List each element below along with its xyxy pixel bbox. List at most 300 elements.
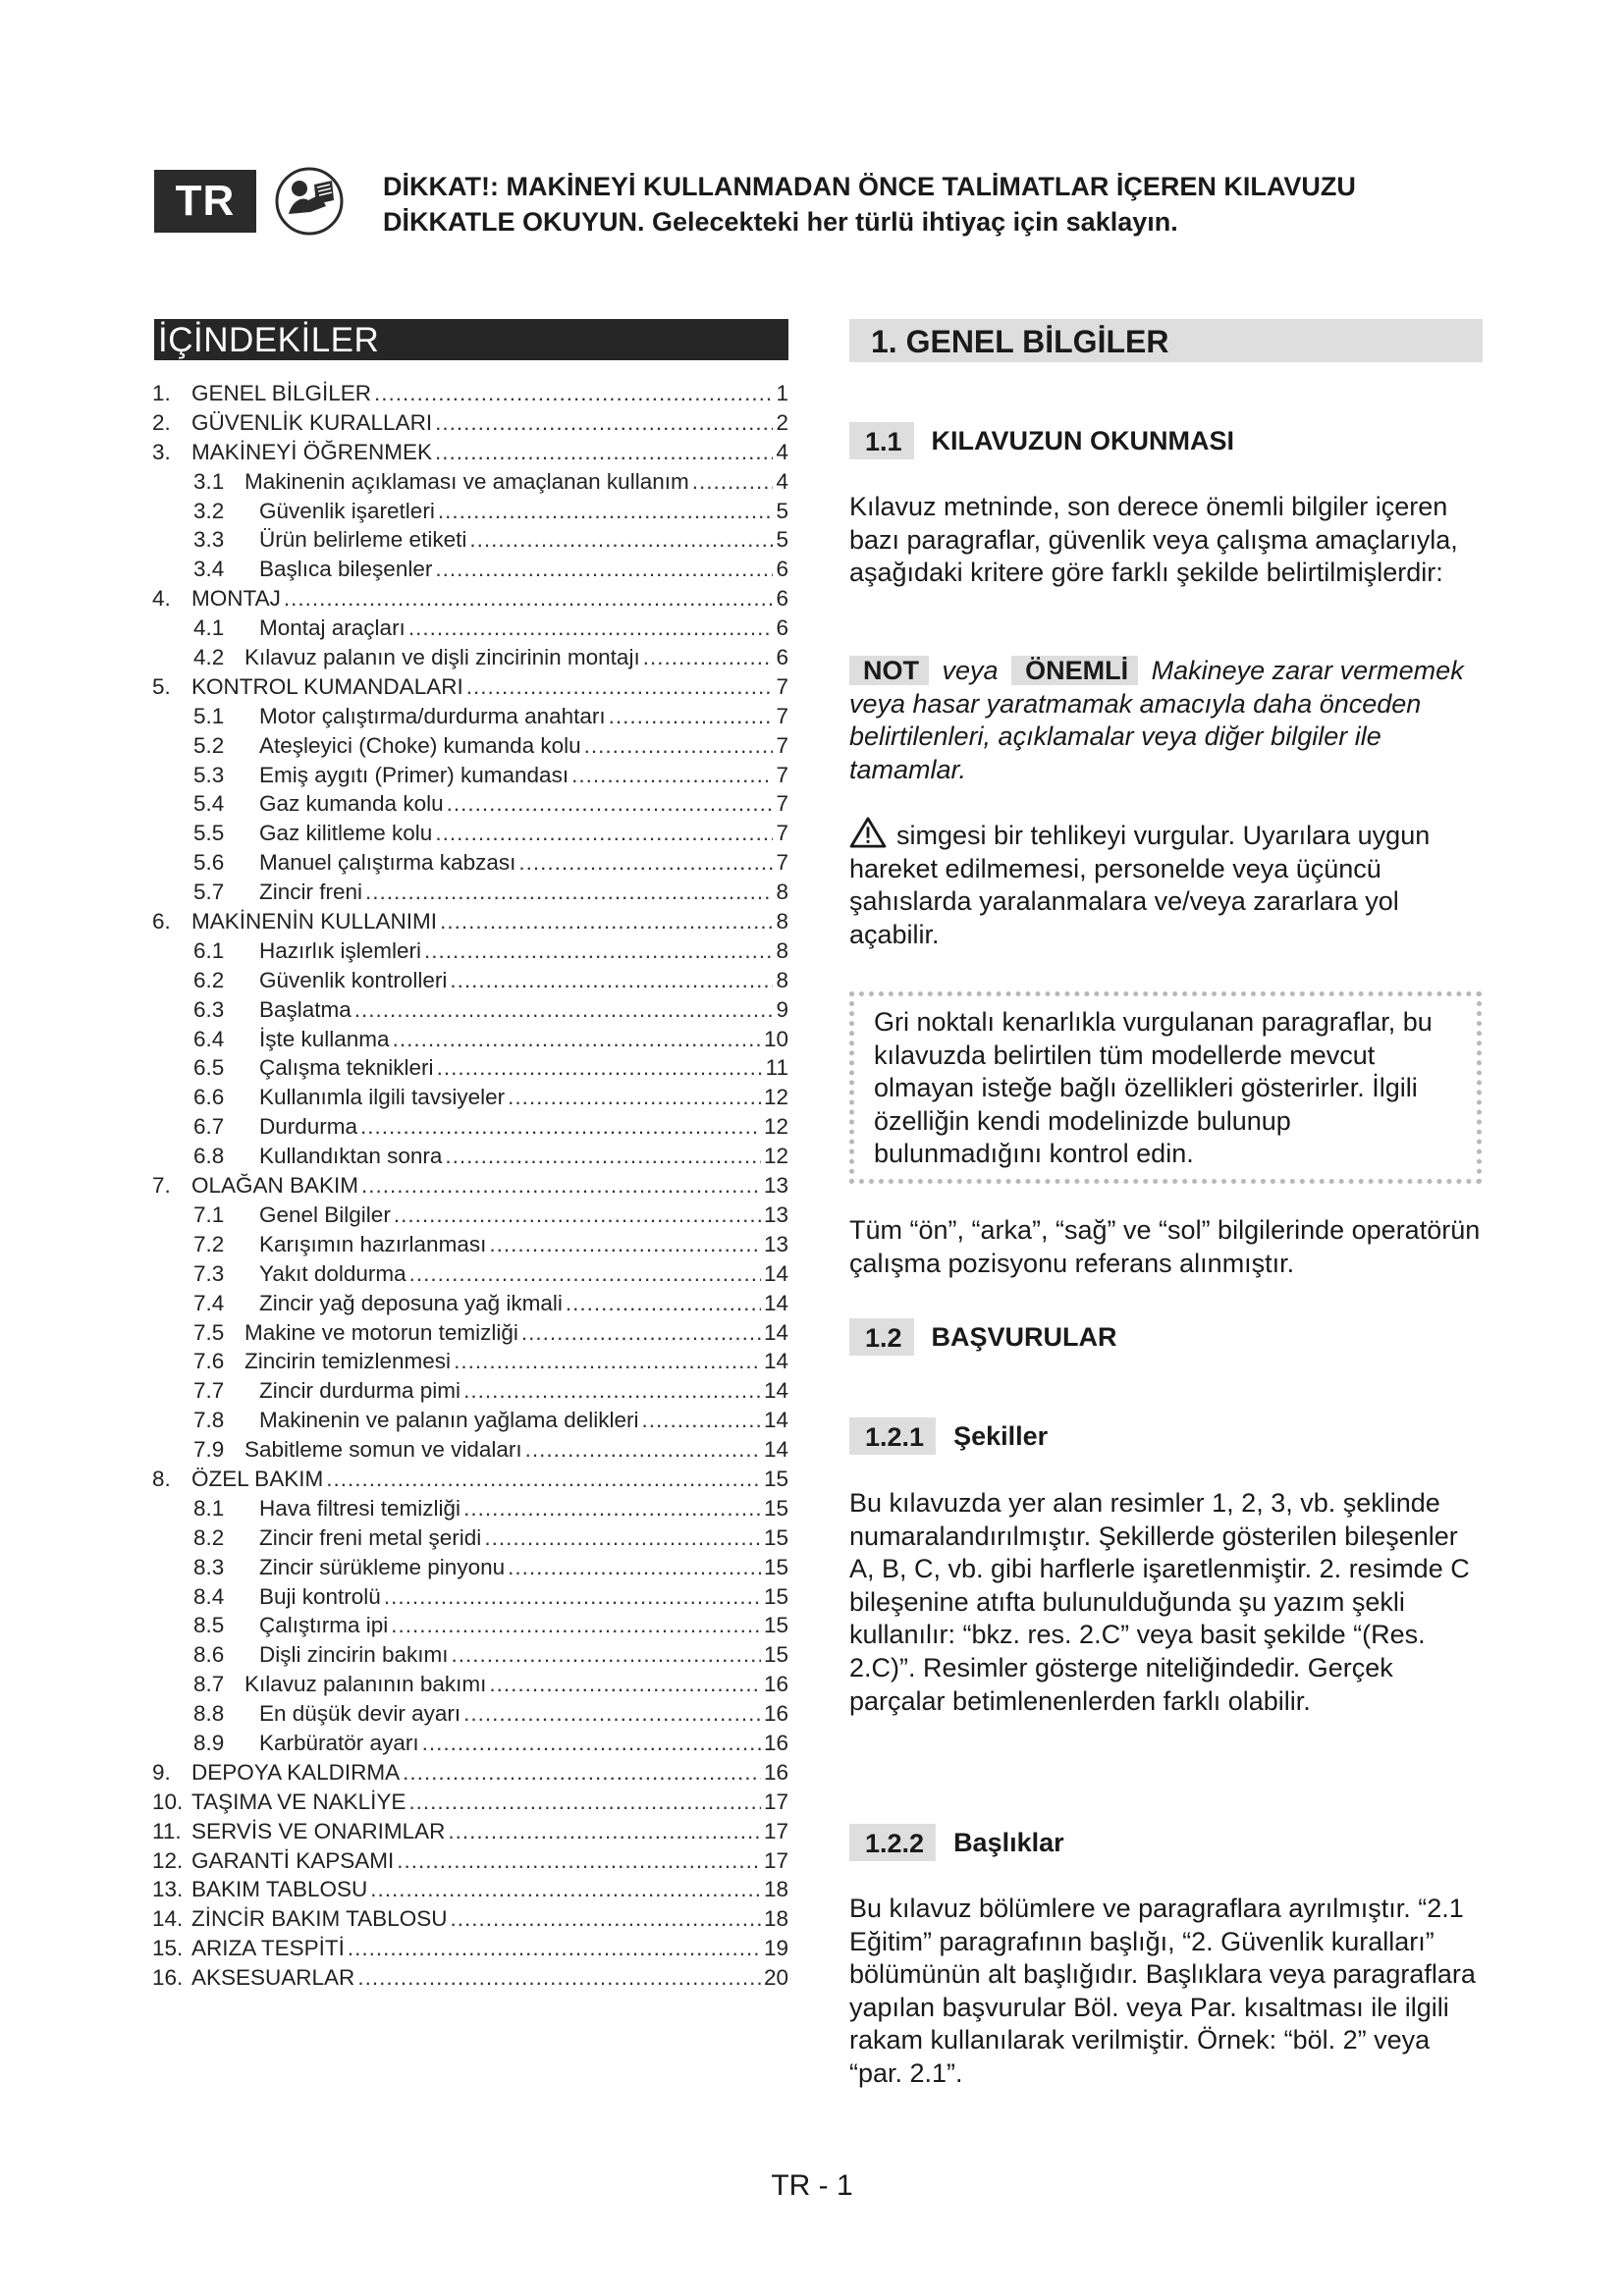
toc-entry-number: 10.: [152, 1789, 184, 1814]
toc-entry-page: 14: [763, 1319, 788, 1345]
toc-entry: [152, 789, 788, 819]
toc-entry-page: 7: [776, 673, 788, 699]
toc-entry-page: 15: [763, 1466, 788, 1491]
subsection-title: Şekiller: [953, 1420, 1049, 1451]
toc-leader-dots: [370, 1875, 761, 1904]
toc-entry-title: Güvenlik işaretleri: [259, 498, 435, 523]
toc-leader-dots: [484, 1523, 761, 1553]
toc-entry-number: 6.6: [193, 1085, 225, 1110]
toc-entry-title: Çalışma teknikleri: [259, 1055, 434, 1081]
toc-entry-title: Durdurma: [259, 1114, 358, 1140]
toc-entry-page: 15: [763, 1583, 788, 1609]
toc-entry-number: 4.: [152, 586, 171, 612]
toc-entry: [152, 936, 788, 966]
toc-entry-number: 5.4: [193, 791, 225, 817]
toc-entry-number: 8.9: [193, 1730, 225, 1755]
toc-entry-page: 20: [763, 1965, 788, 1991]
toc-entry-page: 11: [765, 1055, 788, 1081]
toc-entry-number: 7.6: [193, 1349, 225, 1374]
toc-entry-number: 7.1: [193, 1201, 225, 1227]
warning-paragraph: [849, 817, 1483, 951]
toc-leader-dots: [584, 731, 774, 761]
safety-warning-heading: [383, 169, 1512, 240]
toc-entry-number: 3.2: [193, 498, 225, 523]
toc-entry: [152, 408, 788, 438]
toc-entry-page: 7: [776, 850, 788, 876]
toc-entry-number: 8.7: [193, 1672, 225, 1697]
subsection-number: 1.2.1: [849, 1417, 936, 1455]
toc-entry-number: 6.: [152, 909, 171, 934]
toc-entry-page: 6: [776, 615, 788, 641]
toc-entry: [152, 1112, 788, 1142]
toc-entry: [152, 1817, 788, 1846]
toc-leader-dots: [360, 1112, 761, 1142]
toc-leader-dots: [525, 1435, 761, 1465]
toc-entry-page: 14: [763, 1290, 788, 1315]
toc-entry-number: 8.2: [193, 1524, 225, 1550]
toc-leader-dots: [435, 819, 773, 848]
toc-entry-page: 7: [776, 791, 788, 817]
toc-leader-dots: [447, 789, 774, 819]
toc-entry-page: 8: [776, 909, 788, 934]
toc-entry-title: Çalıştırma ipi: [259, 1613, 389, 1638]
position-paragraph: Tüm “ön”, “arka”, “sağ” ve “sol” bilgilerinde operatörün çalışma pozisyonu referans alınmıştır.: [849, 1215, 1481, 1278]
toc-entry-title: Gaz kilitleme kolu: [259, 821, 433, 846]
subsection-heading-1-2-2: [849, 1824, 1064, 1861]
toc-entry: [152, 1788, 788, 1817]
toc-entry-page: 15: [763, 1642, 788, 1668]
toc-leader-dots: [450, 1904, 761, 1934]
toc-entry-title: Makinenin açıklaması ve amaçlanan kullanım: [244, 468, 689, 494]
note-paragraph: [849, 655, 1483, 786]
toc-entry-title: SERVİS VE ONARIMLAR: [191, 1818, 446, 1843]
subsection-heading-1-2: [849, 1318, 1117, 1356]
toc-leader-dots: [435, 555, 773, 584]
toc-leader-dots: [463, 1376, 761, 1406]
toc-leader-dots: [393, 1025, 761, 1054]
toc-leader-dots: [440, 907, 773, 936]
toc-entry: [152, 1171, 788, 1201]
toc-leader-dots: [394, 1201, 761, 1230]
toc-entry-title: GARANTİ KAPSAMI: [191, 1847, 395, 1873]
subsection-heading-1-1: [849, 422, 1234, 459]
toc-entry-title: Zincir durdurma pimi: [259, 1378, 461, 1404]
toc-entry: [152, 761, 788, 790]
toc-entry-number: 6.4: [193, 1026, 225, 1051]
toc-entry-title: Montaj araçları: [259, 615, 406, 641]
toc-entry-page: 6: [776, 586, 788, 612]
toc-leader-dots: [445, 1142, 761, 1171]
toc-entry: [152, 995, 788, 1025]
toc-leader-dots: [489, 1230, 761, 1259]
toc-entry-title: ZİNCİR BAKIM TABLOSU: [191, 1906, 448, 1932]
toc-leader-dots: [435, 438, 773, 467]
subsection-title: Başlıklar: [953, 1827, 1064, 1857]
toc-entry-title: MAKİNENİN KULLANIMI: [191, 909, 438, 934]
toc-entry-page: 18: [763, 1906, 788, 1932]
toc-entry-number: 8.8: [193, 1701, 225, 1727]
toc-entry: [152, 966, 788, 995]
toc-entry-title: MAKİNEYİ ÖĞRENMEK: [191, 439, 433, 464]
subsection-number: 1.2: [849, 1318, 914, 1356]
toc-entry-page: 5: [776, 498, 788, 523]
toc-entry-page: 12: [763, 1085, 788, 1110]
note-veya: veya: [942, 656, 999, 685]
toc-entry: [152, 555, 788, 584]
toc-entry: [152, 1875, 788, 1904]
toc-entry-number: 5.1: [193, 703, 225, 728]
toc-entry-page: 10: [763, 1026, 788, 1051]
toc-entry-page: 13: [763, 1173, 788, 1199]
toc-entry-title: Karışımın hazırlanması: [259, 1231, 487, 1256]
toc-entry: [152, 1259, 788, 1289]
toc-entry-number: 7.2: [193, 1231, 225, 1256]
reading-intro-paragraph: Kılavuz metninde, son derece önemli bilgiler içeren bazı paragraflar, güvenlik veya çalışma amaçlarıyla, aşağıdaki kritere göre farklı şekilde belirtilmişlerdir:: [849, 492, 1458, 588]
toc-leader-dots: [448, 1817, 761, 1846]
toc-entry-number: 9.: [152, 1759, 171, 1785]
toc-entry: [152, 1699, 788, 1729]
warning-line-1: DİKKAT!: MAKİNEYİ KULLANMADAN ÖNCE TALİMATLAR İÇEREN KILAVUZU: [383, 172, 1356, 201]
toc-entry-title: ÖZEL BAKIM: [191, 1466, 324, 1491]
toc-entry-page: 6: [776, 557, 788, 582]
toc-entry: [152, 1053, 788, 1083]
toc-entry-title: Ateşleyici (Choke) kumanda kolu: [259, 732, 581, 758]
toc-leader-dots: [452, 1640, 761, 1670]
toc-entry-page: 15: [763, 1613, 788, 1638]
toc-entry-title: Motor çalıştırma/durdurma anahtarı: [259, 703, 606, 728]
toc-entry-title: Hazırlık işlemleri: [259, 937, 422, 963]
toc-leader-dots: [518, 848, 773, 878]
subsection-number: 1.2.2: [849, 1824, 936, 1861]
toc-entry-title: Gaz kumanda kolu: [259, 791, 444, 817]
toc-entry-number: 3.4: [193, 557, 225, 582]
toc-entry-number: 1.: [152, 381, 171, 405]
toc-leader-dots: [643, 643, 774, 672]
note-text: Makineye zarar vermemek veya hasar yaratmamak amacıyla daha önceden belirtilenleri, açıklamalar veya diğer bilgiler ile tamamlar.: [849, 656, 1464, 784]
toc-leader-dots: [437, 1053, 763, 1083]
toc-entry: [152, 1758, 788, 1788]
toc-entry-title: OLAĞAN BAKIM: [191, 1173, 359, 1199]
toc-entry-page: 4: [776, 468, 788, 494]
toc-entry-number: 5.6: [193, 850, 225, 876]
toc-entry-number: 8.4: [193, 1583, 225, 1609]
toc-entry-number: 12.: [152, 1847, 184, 1873]
toc-entry-number: 5.2: [193, 732, 225, 758]
toc-entry-title: Kullanımla ilgili tavsiyeler: [259, 1085, 506, 1110]
toc-entry-title: En düşük devir ayarı: [259, 1701, 461, 1727]
toc-leader-dots: [354, 995, 774, 1025]
toc-leader-dots: [397, 1846, 761, 1876]
optional-feature-text: Gri noktalı kenarlıkla vurgulanan paragraflar, bu kılavuzda belirtilen tüm modellerde mevcut olmayan isteğe bağlı özellikleri gösterirler. İlgili özelliğin kendi modelinizde bulunup bulunmadığını kontrol edin.: [874, 1007, 1433, 1169]
table-of-contents: [152, 379, 788, 1993]
toc-entry-title: Zincir freni metal şeridi: [259, 1524, 482, 1550]
toc-entry-title: Başlıca bileşenler: [259, 557, 433, 582]
toc-entry: [152, 1465, 788, 1494]
toc-entry-number: 7.7: [193, 1378, 225, 1404]
optional-feature-box: [849, 991, 1482, 1184]
toc-entry: [152, 1376, 788, 1406]
toc-leader-dots: [692, 467, 774, 497]
toc-leader-dots: [508, 1553, 761, 1582]
toc-leader-dots: [609, 702, 774, 731]
toc-entry-number: 7.4: [193, 1290, 225, 1315]
toc-entry-page: 15: [763, 1554, 788, 1579]
toc-leader-dots: [357, 1963, 761, 1993]
toc-entry-page: 16: [763, 1759, 788, 1785]
warning-triangle-icon: [849, 817, 887, 848]
subsection-title: BAŞVURULAR: [931, 1321, 1117, 1352]
toc-entry: [152, 1611, 788, 1640]
toc-leader-dots: [361, 1171, 761, 1201]
toc-entry: [152, 1230, 788, 1259]
toc-entry: [152, 1347, 788, 1376]
important-label: ÖNEMLİ: [1011, 656, 1138, 685]
toc-entry-page: 12: [763, 1114, 788, 1140]
toc-entry-page: 14: [763, 1349, 788, 1374]
subsection-number: 1.1: [849, 422, 914, 459]
headings-paragraph: Bu kılavuz bölümlere ve paragraflara ayrılmıştır. “2.1 Eğitim” paragrafının başlığı, “2. Güvenlik kuralları” bölümünün alt başlığıdır. Başlıklara veya paragraflara yapılan başvurular Böl. veya Par. kısaltması ile ilgili rakam kullanılarak verilmiştir. Örnek: “böl. 2” veya “par. 2.1”.: [849, 1894, 1476, 2088]
toc-entry-number: 14.: [152, 1906, 184, 1932]
toc-entry-title: AKSESUARLAR: [191, 1965, 355, 1991]
toc-leader-dots: [466, 672, 774, 702]
toc-entry-number: 7.5: [193, 1319, 225, 1345]
warning-text: simgesi bir tehlikeyi vurgular. Uyarılara uygun hareket edilmemesi, personelde veya üçüncü şahıslarda yaralanmalara ve/veya zararlara yol açabilir.: [849, 821, 1431, 949]
toc-leader-dots: [408, 1788, 761, 1817]
toc-leader-dots: [365, 878, 773, 907]
toc-entry-page: 13: [763, 1231, 788, 1256]
toc-entry: [152, 731, 788, 761]
toc-entry: [152, 1582, 788, 1612]
toc-leader-dots: [489, 1670, 761, 1699]
toc-entry-page: 14: [763, 1260, 788, 1286]
warning-line-2: DİKKATLE OKUYUN. Gelecekteki her türlü ihtiyaç için saklayın.: [383, 207, 1178, 237]
toc-entry: [152, 1201, 788, 1230]
toc-leader-dots: [409, 1259, 761, 1289]
toc-leader-dots: [641, 1406, 761, 1435]
toc-leader-dots: [469, 525, 773, 555]
toc-entry-number: 5.3: [193, 762, 225, 787]
toc-entry-number: 4.2: [193, 645, 225, 670]
toc-entry-page: 18: [763, 1877, 788, 1902]
toc-title: İÇİNDEKİLER: [154, 319, 788, 360]
toc-entry-title: Karbüratör ayarı: [259, 1730, 419, 1755]
toc-entry-number: 5.7: [193, 880, 225, 905]
toc-leader-dots: [422, 1729, 761, 1758]
toc-entry-number: 6.2: [193, 967, 225, 992]
toc-entry: [152, 584, 788, 614]
toc-entry: [152, 438, 788, 467]
toc-leader-dots: [454, 1347, 761, 1376]
toc-leader-dots: [403, 1758, 761, 1788]
toc-entry-title: Hava filtresi temizliği: [259, 1495, 461, 1521]
toc-leader-dots: [384, 1582, 761, 1612]
toc-entry-number: 6.7: [193, 1114, 225, 1140]
toc-entry-number: 5.: [152, 673, 171, 699]
read-manual-icon: [275, 167, 344, 236]
toc-leader-dots: [521, 1318, 761, 1348]
toc-entry-title: Manuel çalıştırma kabzası: [259, 850, 516, 876]
toc-entry-page: 8: [776, 880, 788, 905]
toc-entry-number: 3.1: [193, 468, 225, 494]
toc-leader-dots: [374, 379, 773, 408]
toc-entry-title: Zincir yağ deposuna yağ ikmali: [259, 1290, 563, 1315]
toc-entry: [152, 1142, 788, 1171]
toc-entry-title: MONTAJ: [191, 586, 281, 612]
toc-leader-dots: [326, 1465, 761, 1494]
toc-entry-title: Ürün belirleme etiketi: [259, 527, 467, 553]
toc-entry-title: Zincir freni: [259, 880, 363, 905]
subsection-heading-1-2-1: [849, 1417, 1048, 1455]
toc-entry-title: GÜVENLİK KURALLARI: [191, 409, 433, 435]
toc-entry-page: 7: [776, 821, 788, 846]
toc-entry-page: 14: [763, 1437, 788, 1463]
toc-entry-number: 7.9: [193, 1437, 225, 1463]
toc-entry-number: 7.8: [193, 1408, 225, 1433]
toc-entry-page: 8: [776, 937, 788, 963]
toc-entry-page: 1: [776, 381, 788, 405]
toc-entry: [152, 467, 788, 497]
toc-entry: [152, 1289, 788, 1318]
toc-entry: [152, 1670, 788, 1699]
toc-entry-number: 8.1: [193, 1495, 225, 1521]
toc-entry: [152, 1904, 788, 1934]
toc-leader-dots: [284, 584, 774, 614]
toc-leader-dots: [424, 936, 773, 966]
toc-entry-page: 6: [776, 645, 788, 670]
toc-entry-page: 14: [763, 1378, 788, 1404]
toc-entry-number: 8.5: [193, 1613, 225, 1638]
toc-entry-title: Sabitleme somun ve vidaları: [244, 1437, 522, 1463]
toc-entry-title: GENEL BİLGİLER: [191, 381, 371, 405]
toc-entry: [152, 1083, 788, 1112]
toc-entry-title: Emiş aygıtı (Primer) kumandası: [259, 762, 569, 787]
toc-entry-title: DEPOYA KALDIRMA: [191, 1759, 401, 1785]
toc-entry: [152, 1729, 788, 1758]
toc-entry-page: 16: [763, 1730, 788, 1755]
toc-entry-number: 6.1: [193, 937, 225, 963]
toc-entry-title: BAKIM TABLOSU: [191, 1877, 368, 1902]
toc-entry-page: 17: [763, 1847, 788, 1873]
toc-entry-page: 2: [776, 409, 788, 435]
toc-entry: [152, 1406, 788, 1435]
toc-entry-number: 3.: [152, 439, 171, 464]
figures-paragraph: Bu kılavuzda yer alan resimler 1, 2, 3, vb. şeklinde numaralandırılmıştır. Şekillerde gösterilen bileşenler A, B, C, vb. gibi harflerle işaretlenmiştir. 2. resimde C bileşenine atıfta bulunulduğunda şu yazım şekli kullanılır: “bkz. res. 2.C” veya basit şekilde “(Res. 2.C)”. Resimler gösterge niteliğindedir. Gerçek parçalar betimlenenlerden farklı olabilir.: [849, 1488, 1470, 1716]
toc-entry-title: Güvenlik kontrolleri: [259, 967, 448, 992]
toc-entry: [152, 1640, 788, 1670]
toc-entry: [152, 1846, 788, 1876]
toc-entry-title: TAŞIMA VE NAKLİYE: [191, 1789, 406, 1814]
toc-entry: [152, 1934, 788, 1963]
note-label: NOT: [849, 656, 929, 685]
toc-entry-title: Genel Bilgiler: [259, 1201, 391, 1227]
toc-entry: [152, 1523, 788, 1553]
toc-entry-number: 11.: [152, 1818, 182, 1843]
language-badge: TR: [154, 170, 256, 233]
toc-entry-page: 15: [763, 1524, 788, 1550]
toc-leader-dots: [450, 966, 773, 995]
toc-entry: [152, 379, 788, 408]
toc-entry-number: 3.3: [193, 527, 225, 553]
toc-entry-page: 8: [776, 967, 788, 992]
toc-entry-page: 19: [763, 1936, 788, 1961]
toc-leader-dots: [508, 1083, 761, 1112]
toc-entry-number: 8.6: [193, 1642, 225, 1668]
toc-entry-title: Yakıt doldurma: [259, 1260, 406, 1286]
toc-entry-title: KONTROL KUMANDALARI: [191, 673, 463, 699]
toc-entry-page: 5: [776, 527, 788, 553]
toc-leader-dots: [463, 1699, 761, 1729]
toc-leader-dots: [571, 761, 773, 790]
toc-entry-page: 7: [776, 703, 788, 728]
toc-leader-dots: [463, 1494, 761, 1523]
toc-entry-title: Zincir sürükleme pinyonu: [259, 1554, 506, 1579]
toc-entry-title: Başlatma: [259, 996, 352, 1022]
toc-leader-dots: [438, 497, 774, 526]
toc-entry-title: Kılavuz palanın ve dişli zincirinin montajı: [244, 645, 640, 670]
toc-entry: [152, 819, 788, 848]
toc-entry: [152, 614, 788, 643]
toc-entry-title: İşte kullanma: [259, 1026, 390, 1051]
toc-entry: [152, 1025, 788, 1054]
toc-entry-title: Dişli zincirin bakımı: [259, 1642, 449, 1668]
toc-entry: [152, 702, 788, 731]
toc-entry-page: 16: [763, 1701, 788, 1727]
section-title: 1. GENEL BİLGİLER: [849, 319, 1483, 362]
page-number: TR - 1: [771, 2169, 853, 2202]
toc-entry-page: 17: [763, 1789, 788, 1814]
toc-entry-number: 6.3: [193, 996, 225, 1022]
toc-leader-dots: [566, 1289, 761, 1318]
toc-entry-page: 14: [763, 1408, 788, 1433]
toc-entry-page: 7: [776, 732, 788, 758]
toc-entry: [152, 672, 788, 702]
toc-entry: [152, 907, 788, 936]
toc-entry: [152, 643, 788, 672]
toc-entry: [152, 1318, 788, 1348]
toc-entry-page: 4: [776, 439, 788, 464]
toc-entry-number: 4.1: [193, 615, 225, 641]
toc-entry-number: 16.: [152, 1965, 184, 1991]
toc-entry-title: Kılavuz palanının bakımı: [244, 1672, 487, 1697]
toc-entry-page: 12: [763, 1144, 788, 1169]
toc-entry: [152, 878, 788, 907]
toc-entry-title: Makinenin ve palanın yağlama delikleri: [259, 1408, 639, 1433]
toc-entry-number: 15.: [152, 1936, 184, 1961]
subsection-title: KILAVUZUN OKUNMASI: [931, 425, 1235, 455]
toc-entry-page: 16: [763, 1672, 788, 1697]
toc-leader-dots: [348, 1934, 761, 1963]
toc-entry: [152, 1435, 788, 1465]
toc-entry-page: 9: [776, 996, 788, 1022]
toc-entry-number: 5.5: [193, 821, 225, 846]
toc-entry-title: Kullandıktan sonra: [259, 1144, 443, 1169]
toc-entry: [152, 525, 788, 555]
toc-entry-number: 6.8: [193, 1144, 225, 1169]
toc-leader-dots: [391, 1611, 761, 1640]
toc-entry-page: 7: [776, 762, 788, 787]
toc-entry: [152, 1494, 788, 1523]
toc-leader-dots: [435, 408, 773, 438]
toc-entry-number: 8.: [152, 1466, 171, 1491]
toc-entry: [152, 1963, 788, 1993]
toc-entry-page: 17: [763, 1818, 788, 1843]
toc-entry-page: 15: [763, 1495, 788, 1521]
toc-entry-number: 8.3: [193, 1554, 225, 1579]
toc-entry-title: ARIZA TESPİTİ: [191, 1936, 345, 1961]
toc-entry-title: Zincirin temizlenmesi: [244, 1349, 452, 1374]
toc-entry-page: 13: [763, 1201, 788, 1227]
toc-leader-dots: [408, 614, 774, 643]
